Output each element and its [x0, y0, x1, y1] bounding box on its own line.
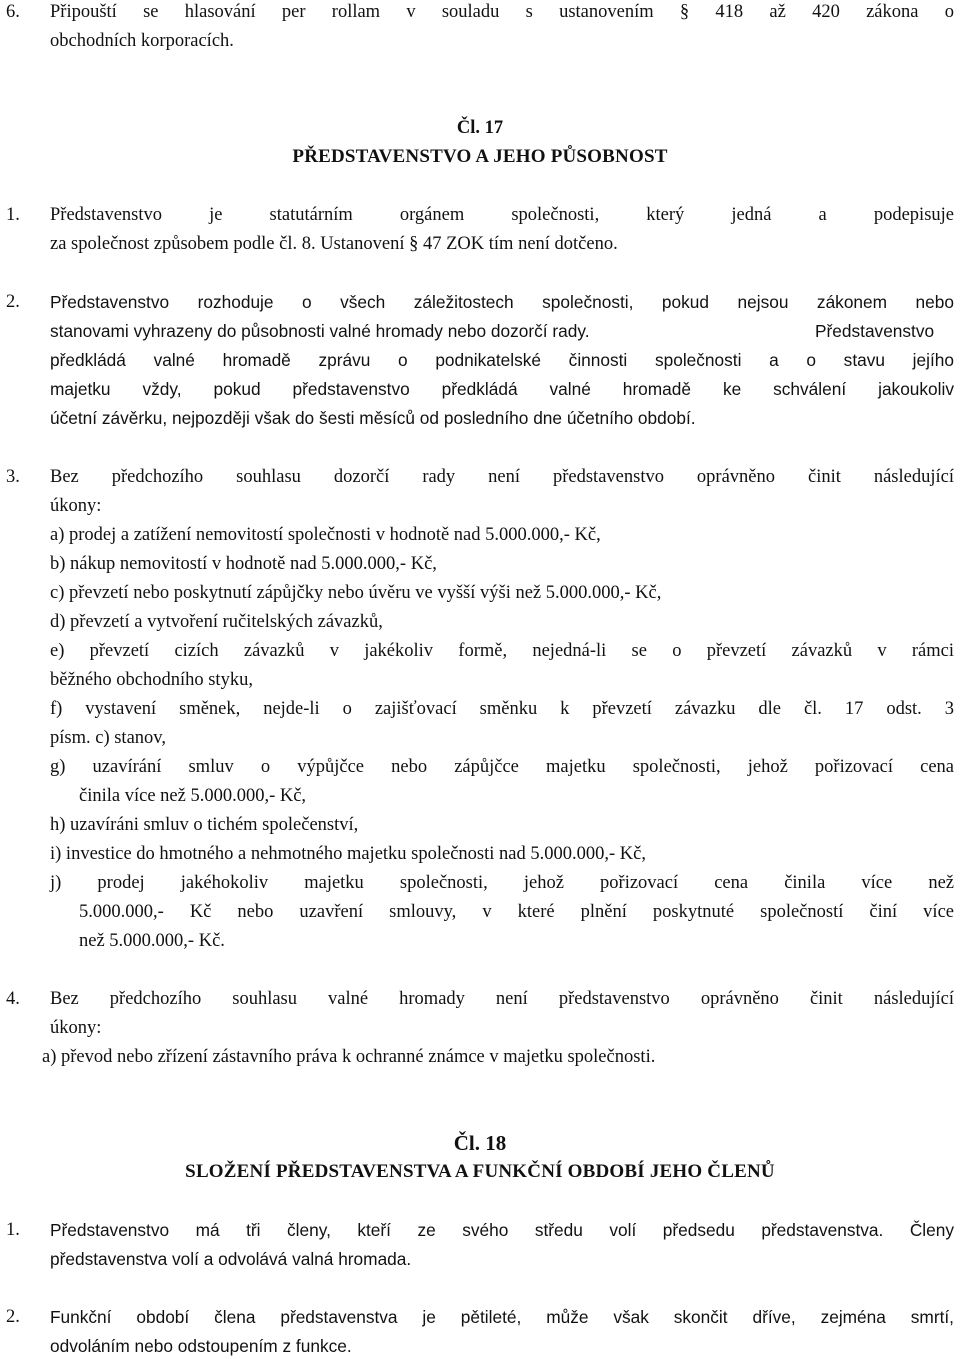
list-item: a) převod nebo zřízení zástavního práva k ochranné známce v majetku společnosti.: [42, 1047, 656, 1067]
item-number: 6.: [6, 2, 20, 22]
paragraph-line: představenstva volí a odvolává valná hromada.: [50, 1249, 412, 1269]
paragraph-line: majetku vždy, pokud představenstvo předkládá valné hromadě ke schválení jakoukoliv: [50, 379, 954, 399]
paragraph-line: Představenstvo: [815, 321, 935, 341]
list-item-continuation: činila více než 5.000.000,- Kč,: [79, 786, 307, 806]
article-subtitle: PŘEDSTAVENSTVO A JEHO PŮSOBNOST: [292, 146, 668, 167]
list-item: g) uzavírání smluv o výpůjčce nebo zápůjčce majetku společnosti, jehož pořizovací cena: [50, 757, 954, 777]
paragraph-line: Připouští se hlasování per rollam v souladu s ustanovením § 418 až 420 zákona o: [50, 2, 954, 22]
paragraph-line: Bez předchozího souhlasu valné hromady není představenstvo oprávněno činit následující: [50, 989, 954, 1009]
list-item: i) investice do hmotného a nehmotného majetku společnosti nad 5.000.000,- Kč,: [50, 844, 646, 864]
paragraph-number: 2.: [6, 292, 20, 312]
article-title: Čl. 17: [456, 118, 504, 138]
list-item-continuation: než 5.000.000,- Kč.: [79, 931, 225, 951]
paragraph-number: 1.: [6, 1220, 20, 1240]
paragraph-number: 1.: [6, 205, 20, 225]
article-title: Čl. 18: [453, 1131, 507, 1155]
paragraph-number: 4.: [6, 989, 20, 1009]
paragraph-number: 2.: [6, 1307, 20, 1327]
paragraph-number: 3.: [6, 467, 20, 487]
paragraph-line: Bez předchozího souhlasu dozorčí rady není představenstvo oprávněno činit následující: [50, 467, 954, 487]
list-item: e) převzetí cizích závazků v jakékoliv formě, nejedná-li se o převzetí závazků v rámci: [50, 641, 954, 661]
paragraph-line: účetní závěrku, nejpozději však do šesti měsíců od posledního dne účetního období.: [50, 408, 696, 428]
paragraph-line: za společnost způsobem podle čl. 8. Ustanovení § 47 ZOK tím není dotčeno.: [50, 234, 618, 254]
list-item: c) převzetí nebo poskytnutí zápůjčky nebo úvěru ve vyšší výši než 5.000.000,- Kč,: [50, 583, 662, 603]
paragraph-line: Funkční období člena představenstva je pětileté, může však skončit dříve, zejména smrtí,: [50, 1307, 954, 1327]
paragraph-line: odvoláním nebo odstoupením z funkce.: [50, 1336, 352, 1356]
article-subtitle: SLOŽENÍ PŘEDSTAVENSTVA A FUNKČNÍ OBDOBÍ JEHO ČLENŮ: [185, 1161, 775, 1182]
list-item-continuation: písm. c) stanov,: [50, 728, 166, 748]
list-item: b) nákup nemovitostí v hodnotě nad 5.000.000,- Kč,: [50, 554, 437, 574]
paragraph-line: stanovami vyhrazeny do působnosti valné hromady nebo dozorčí rady.: [50, 321, 590, 341]
list-item: h) uzavíráni smluv o tichém společenství,: [50, 815, 359, 835]
list-item-continuation: 5.000.000,- Kč nebo uzavření smlouvy, v které plnění poskytnuté společností činí více: [79, 902, 954, 922]
list-item: f) vystavení směnek, nejde-li o zajišťovací směnku k převzetí závazku dle čl. 17 odst. 3: [50, 699, 954, 719]
list-item: j) prodej jakéhokoliv majetku společnosti, jehož pořizovací cena činila více než: [50, 873, 954, 893]
paragraph-line: úkony:: [50, 1018, 102, 1038]
paragraph-line: obchodních korporacích.: [50, 31, 234, 51]
paragraph-line: úkony:: [50, 496, 102, 516]
paragraph-line: Představenstvo má tři členy, kteří ze svého středu volí předsedu představenstva. Členy: [50, 1220, 954, 1240]
paragraph-line: předkládá valné hromadě zprávu o podnikatelské činnosti společnosti a o stavu jejího: [50, 350, 954, 370]
paragraph-line: Představenstvo je statutárním orgánem společnosti, který jedná a podepisuje: [50, 205, 954, 225]
list-item: a) prodej a zatížení nemovitostí společnosti v hodnotě nad 5.000.000,- Kč,: [50, 525, 601, 545]
list-item: d) převzetí a vytvoření ručitelských závazků,: [50, 612, 383, 632]
paragraph-line: Představenstvo rozhoduje o všech záležitostech společnosti, pokud nejsou zákonem nebo: [50, 292, 954, 312]
list-item-continuation: běžného obchodního styku,: [50, 670, 253, 690]
